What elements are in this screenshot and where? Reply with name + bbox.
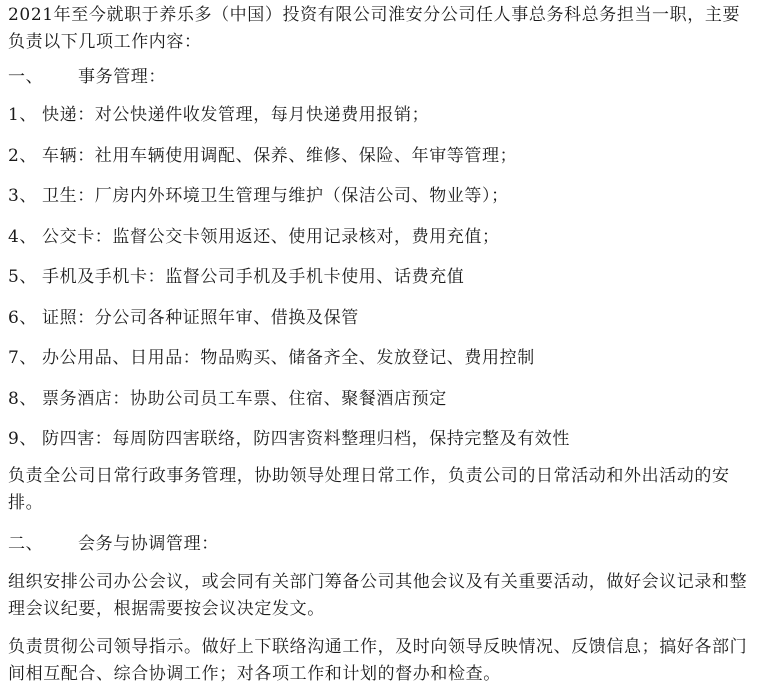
list-item-number: 7、 bbox=[8, 348, 38, 368]
list-item bbox=[8, 388, 447, 410]
list-item bbox=[8, 185, 509, 207]
section-2-title: 会务与协调管理： bbox=[78, 534, 219, 554]
list-item-number: 4、 bbox=[8, 227, 38, 247]
section-2-number: 二、 bbox=[8, 534, 44, 554]
section-1-title: 事务管理： bbox=[78, 67, 166, 87]
section-2-heading bbox=[8, 533, 219, 555]
list-item-number: 2、 bbox=[8, 146, 38, 166]
coordination-paragraph: 负责贯彻公司领导指示。做好上下联络沟通工作，及时向领导反映情况、反馈信息；搞好各部门间相互配合、综合协调工作；对各项工作和计划的督办和检查。 bbox=[8, 637, 748, 684]
list-item-text: 办公用品、日用品：物品购买、储备齐全、发放登记、费用控制 bbox=[42, 348, 535, 368]
list-item bbox=[8, 347, 535, 369]
list-item-text: 防四害：每周防四害联络，防四害资料整理归档，保持完整及有效性 bbox=[42, 429, 570, 449]
list-item bbox=[8, 307, 359, 329]
list-item bbox=[8, 266, 464, 288]
list-item-text: 快递：对公快递件收发管理，每月快递费用报销； bbox=[42, 105, 430, 125]
list-item-number: 5、 bbox=[8, 267, 38, 287]
list-item-text: 卫生：厂房内外环境卫生管理与维护（保洁公司、物业等）； bbox=[42, 186, 509, 206]
list-item bbox=[8, 145, 517, 167]
list-item-number: 3、 bbox=[8, 186, 38, 206]
list-item-number: 8、 bbox=[8, 389, 38, 409]
list-item bbox=[8, 104, 429, 126]
list-item bbox=[8, 226, 500, 248]
section-1-number: 一、 bbox=[8, 67, 44, 87]
list-item-text: 票务酒店：协助公司员工车票、住宿、聚餐酒店预定 bbox=[42, 389, 447, 409]
list-item-number: 1、 bbox=[8, 105, 38, 125]
admin-paragraph: 负责全公司日常行政事务管理，协助领导处理日常工作，负责公司的日常活动和外出活动的安排。 bbox=[8, 466, 730, 513]
list-item-text: 证照：分公司各种证照年审、借换及保管 bbox=[42, 308, 359, 328]
list-item bbox=[8, 428, 570, 450]
meeting-paragraph: 组织安排公司办公会议，或会同有关部门筹备公司其他会议及有关重要活动，做好会议记录和整理会议纪要，根据需要按会议决定发文。 bbox=[8, 572, 748, 619]
list-item-number: 9、 bbox=[8, 429, 38, 449]
list-item-text: 手机及手机卡：监督公司手机及手机卡使用、话费充值 bbox=[42, 267, 465, 287]
intro-paragraph: 2021年至今就职于养乐多（中国）投资有限公司淮安分公司任人事总务科总务担当一职，主要负责以下几项工作内容： bbox=[8, 5, 741, 52]
list-item-text: 公交卡：监督公交卡领用返还、使用记录核对，费用充值； bbox=[42, 227, 500, 247]
list-item-number: 6、 bbox=[8, 308, 38, 328]
list-item-text: 车辆：社用车辆使用调配、保养、维修、保险、年审等管理； bbox=[42, 146, 518, 166]
section-1-heading bbox=[8, 66, 166, 88]
